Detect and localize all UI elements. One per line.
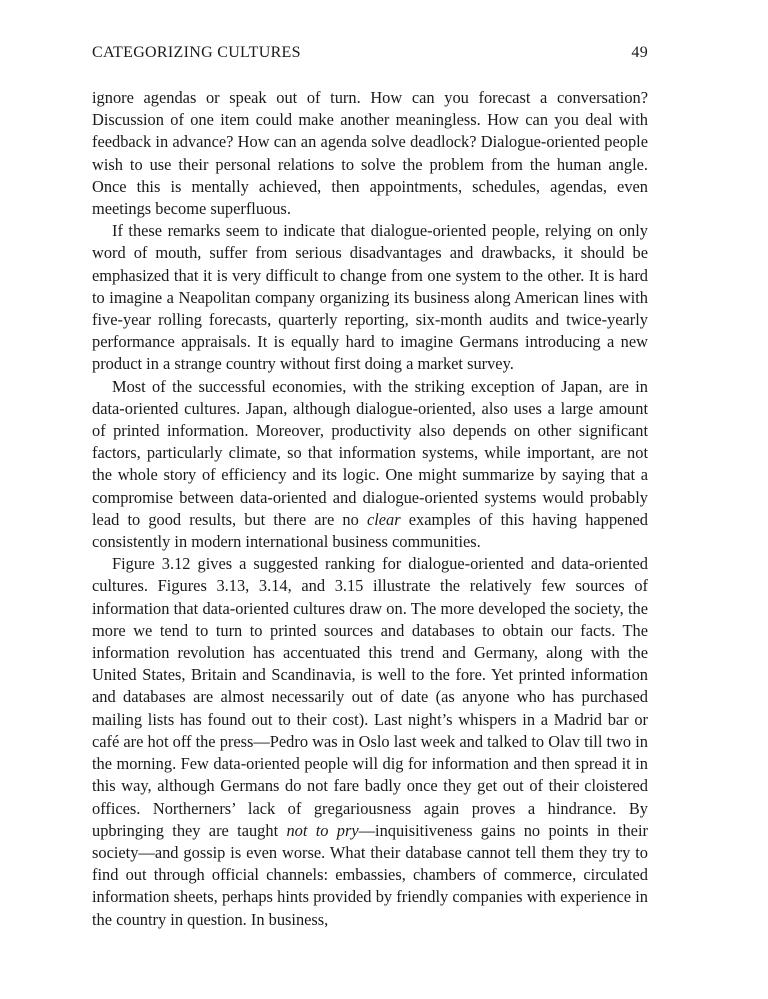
paragraph-p2 (92, 220, 648, 375)
running-title: CATEGORIZING CULTURES (92, 44, 301, 61)
page-number: 49 (631, 44, 648, 61)
text-run: —inquisitiveness gains no points in their society—and gossip is even worse. What their database cannot tell them they try to find out through official channels: embassies, chambers of commerce, circulated information sheets, perhaps hints provided by friendly companies with experience in the country in question. In business, (92, 820, 648, 929)
italic-phrase: clear (366, 509, 401, 529)
italic-phrase: not to pry (286, 820, 359, 840)
text-run: ignore agendas or speak out of turn. How can you forecast a conversation? Discussion of one item could make another meaningless. How can you deal with feedback in advance? How can an agenda solve deadlock? Dialogue-oriented people wish to use their personal relations to solve the problem from the human angle. Once this is mentally achieved, then appointments, schedules, agendas, even meetings become superfluous. (92, 88, 648, 219)
body-text (92, 87, 648, 931)
paragraph-p1 (92, 87, 648, 220)
paragraph-p3 (92, 376, 648, 554)
text-run: Most of the successful economies, with the striking exception of Japan, are in data-oriented cultures. Japan, although dialogue-oriented, also uses a large amount of printed information. Moreover, productivity also depends on other significant factors, particularly climate, so that information systems, while important, are not the whole story of efficiency and its logic. One might summarize by saying that a compromise between data-oriented and dialogue-oriented systems would probably lead to good results, but there are no (92, 376, 648, 529)
text-run: Figure 3.12 gives a suggested ranking for dialogue-oriented and data-oriented cultures. Figures 3.13, 3.14, and 3.15 illustrate the relatively few sources of information that data-oriented cultures draw on. The more developed the society, the more we tend to turn to printed sources and databases to obtain our facts. The information revolution has accentuated this trend and Germany, along with the United States, Britain and Scandinavia, is well to the fore. Yet printed information and databases are almost necessarily out of date (as anyone who has purchased mailing lists has found out to their cost). Last night’s whispers in a Madrid bar or café are hot off the press—Pedro was in Oslo last week and talked to Olav till two in the morning. Few data-oriented people will dig for information and then spread it in this way, although Germans do not fare badly once they get out of their cloistered offices. Northerners’ lack of gregariousness again proves a hindrance. By upbringing they are taught (92, 554, 648, 840)
text-run: examples of this having happened consistently in modern international business communities. (92, 509, 648, 552)
text-run: If these remarks seem to indicate that dialogue-oriented people, relying on only word of mouth, suffer from serious disadvantages and drawbacks, it should be emphasized that it is very difficult to change from one system to the other. It is hard to imagine a Neapolitan company organizing its business along American lines with five-year rolling forecasts, quarterly reporting, six-month audits and twice-yearly performance appraisals. It is equally hard to imagine Germans introducing a new product in a strange country without first doing a market survey. (92, 221, 648, 374)
running-header (92, 44, 648, 68)
book-page (92, 0, 648, 999)
paragraph-p4 (92, 553, 648, 930)
